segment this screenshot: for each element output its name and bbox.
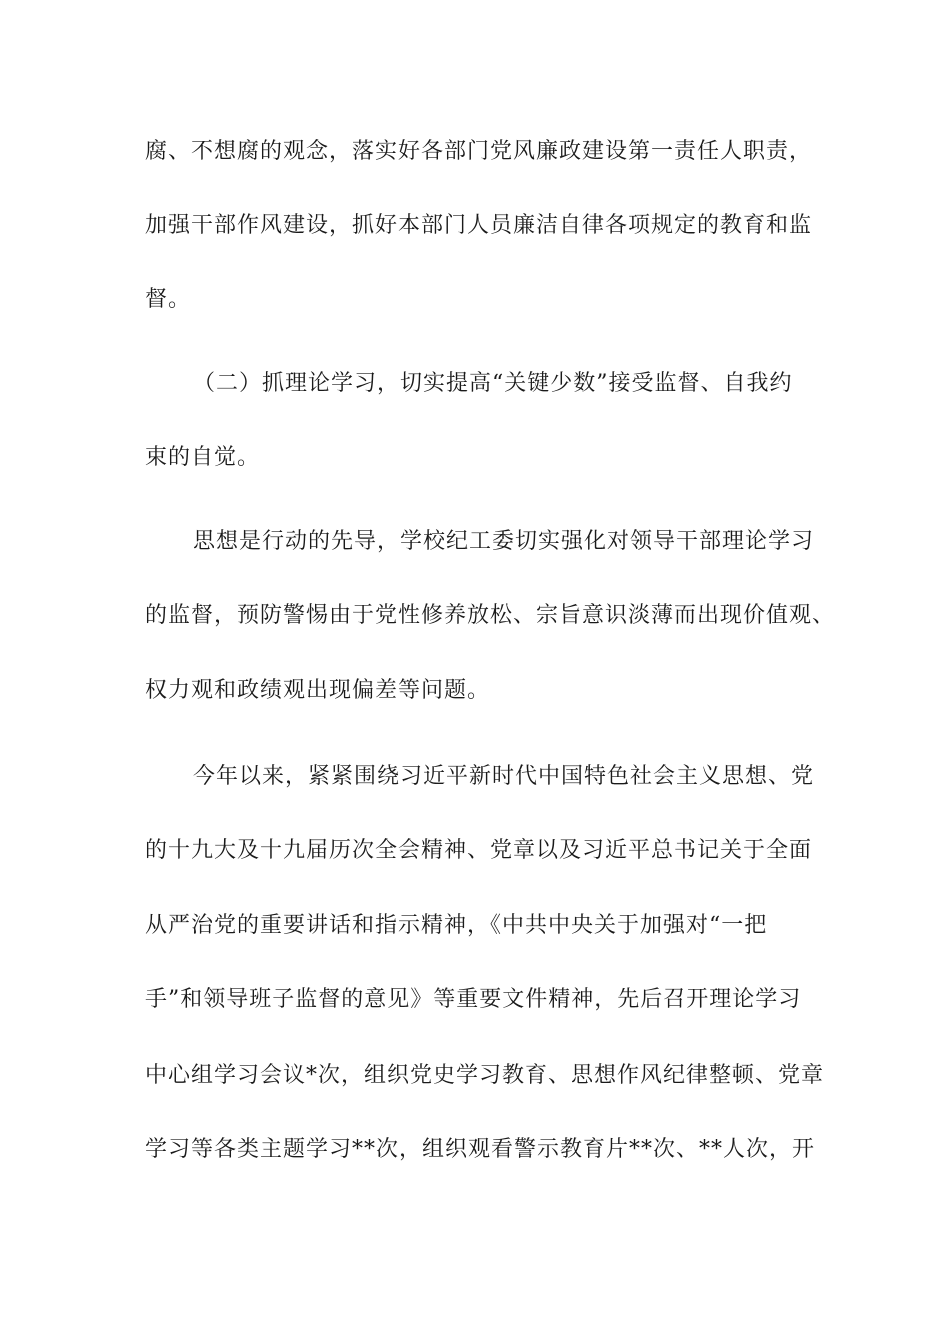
body-text-line: 权力观和政绩观出现偏差等问题。 [145, 678, 491, 703]
body-text-line: 思想是行动的先导，学校纪工委切实强化对领导干部理论学习 [193, 529, 815, 554]
body-text-line: 学习等各类主题学习**次，组织观看警示教育片**次、**人次，开 [145, 1137, 816, 1162]
body-text-line: 腐、不想腐的观念，落实好各部门党风廉政建设第一责任人职责， [145, 139, 813, 164]
body-text-line: 督。 [145, 287, 192, 312]
body-text-line: 中心组学习会议*次，组织党史学习教育、思想作风纪律整顿、党章 [145, 1063, 825, 1088]
section-heading-line: 束的自觉。 [145, 445, 261, 470]
body-text-line: 手”和领导班子监督的意见》等重要文件精神，先后召开理论学习 [145, 987, 802, 1012]
body-text-line: 今年以来，紧紧围绕习近平新时代中国特色社会主义思想、党 [193, 764, 815, 789]
section-heading-line: （二）抓理论学习，切实提高“关键少数”接受监督、自我约 [193, 371, 793, 396]
body-text-line: 的监督，预防警惕由于党性修养放松、宗旨意识淡薄而出现价值观、 [145, 603, 836, 628]
body-text-line: 的十九大及十九届历次全会精神、党章以及习近平总书记关于全面 [145, 838, 813, 863]
body-text-line: 从严治党的重要讲话和指示精神，《中共中央关于加强对“一把 [145, 913, 768, 938]
body-text-line: 加强干部作风建设，抓好本部门人员廉洁自律各项规定的教育和监 [145, 213, 813, 238]
